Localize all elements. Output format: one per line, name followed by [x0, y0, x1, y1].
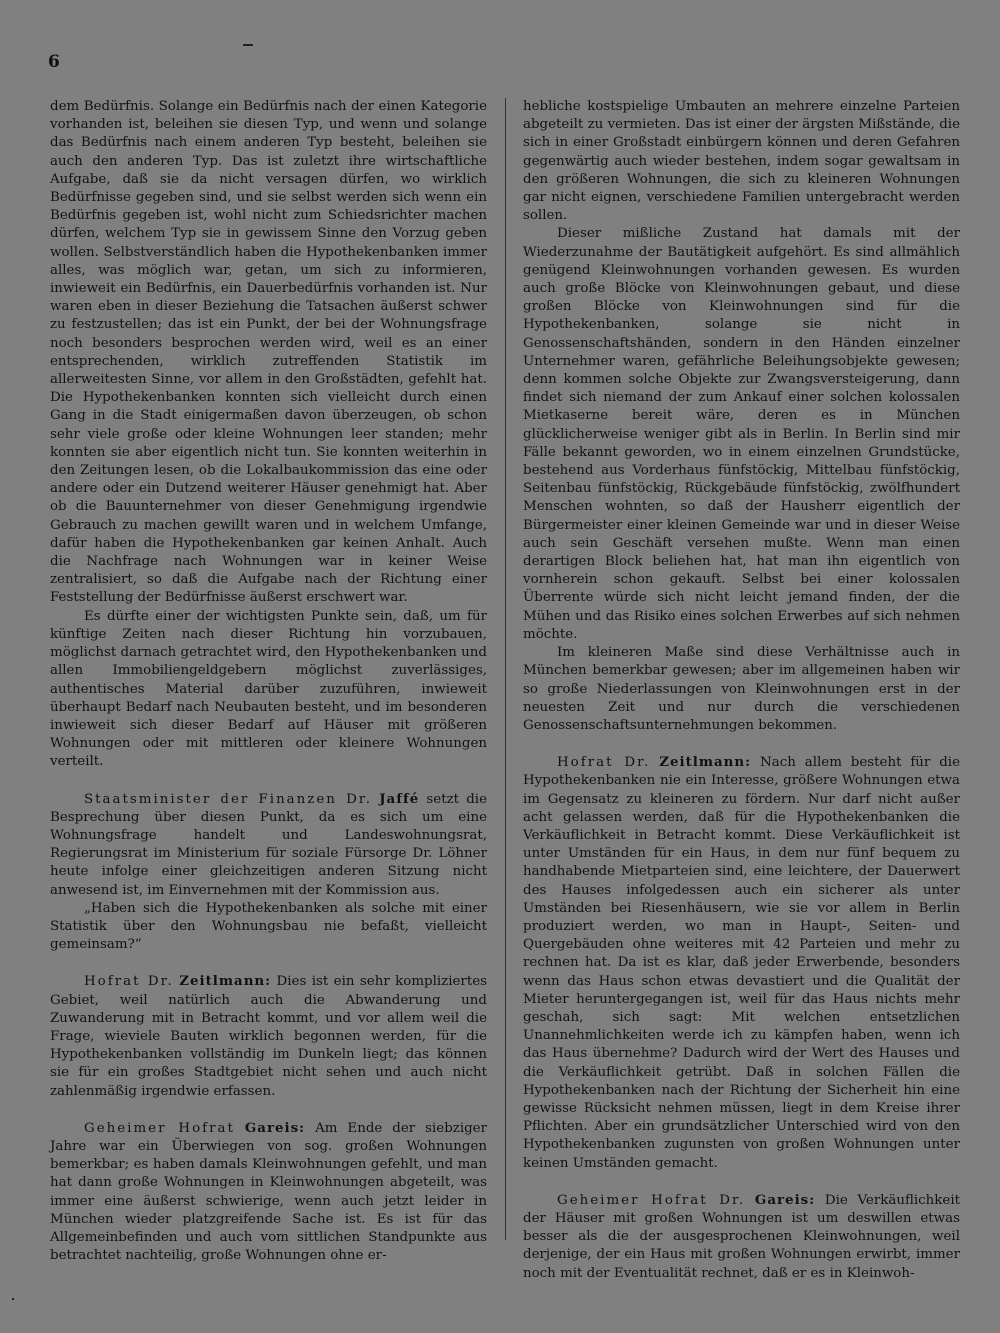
paragraph-speech [523, 753, 960, 1173]
scan-speck [12, 1298, 14, 1300]
speaker-title: Hofrat Dr. [84, 974, 174, 990]
speech-text: setzt die Besprechung über diesen Punkt, da es sich um eine Wohnungsfrage handelt und Landeswohnungsrat, Regierungsrat im Ministerium für soziale Fürsorge Dr. Löhner heute infolge einer gleichzeitigen anderen Sitzung nicht anwesend ist, im Einvernehmen mit der Kommission aus. [50, 791, 487, 898]
speech-text: Die Verkäuflichkeit der Häuser mit großen Wohnungen ist um deswillen etwas besser als die der ausgesprochenen Kleinwohnungen, weil derjenige, der ein Haus mit großen Wohnungen erwirbt, immer noch mit der Eventualität rechnet, daß er es in Kleinwoh- [523, 1192, 960, 1281]
speech-text: Nach allem besteht für die Hypothekenbanken nie ein Interesse, größere Wohnungen etwa im Gegensatz zu kleineren zu fördern. Nur darf nicht außer acht gelassen werden, daß für die Hypothekenbanken die Verkäuflichkeit in Betracht kommt. Diese Verkäuflichkeit ist unter Umständen für ein Haus, in dem nur fünf bequem zu handhabende Mietparteien sind, eine leichtere, der Dauerwert des Hauses infolgedessen auch ein sicherer als unter Umständen bei Riesenhäusern, wie sie vor allem in Berlin produziert werden, wo man in Haupt-, Seiten- und Quergebäuden ohne weiteres mit 42 Parteien und mehr zu rechnen hat. Da ist es klar, daß jeder Erwerbende, besonders wenn das Haus schon etwas devastiert und die Qualität der Mieter heruntergegangen ist, weil für das Haus nichts mehr geschah, sich sagt: Mit welchen entsetzlichen Unannehmlichkeiten werde ich zu kämpfen haben, wenn ich das Haus übernehme? Dadurch wird der Wert des Hauses und die Verkäuflichkeit getrübt. Daß in solchen Fällen die Hypothekenbanken nach der Richtung der Sicherheit hin eine gewisse Rücksicht nehmen müssen, liegt in dem Kreise ihrer Pflichten. Aber ein grundsätzlicher Unterschied wird von den Hypothekenbanken zugunsten von großen Wohnungen unter keinen Umständen gemacht. [523, 755, 961, 1171]
paragraph-speech [50, 790, 487, 900]
speech-text: Am Ende der siebziger Jahre war ein Überwiegen von sog. großen Wohnungen bemerkbar; es haben damals Kleinwohnungen gefehlt, und man hat dann große Wohnungen in Kleinwohnungen abgeteilt, was immer eine äußerst schwierige, wenn auch jetzt leider in München wieder platzgreifende Sache ist. Es ist für das Allgemeinbefinden und auch vom sittlichen Standpunkte aus betrachtet nachteilig, große Wohnungen ohne er- [50, 1120, 488, 1264]
speaker-name: Gareis: [244, 1119, 306, 1136]
paragraph-speech [523, 1191, 960, 1283]
speech-text: Dies ist ein sehr kompliziertes Gebiet, weil natürlich auch die Abwanderung und Zuwanderung mit in Betracht kommt, und vor allem weil die Frage, wieviele Bauten wirklich begonnen werden, für die Hypothekenbanken vollständig im Dunkeln liegt; das können sie für ein großes Stadtgebiet nicht sehen und auch nicht zahlenmäßig irgendwie erfassen. [50, 974, 487, 1099]
left-column [50, 98, 487, 1265]
speaker-name: Jaffé [379, 790, 420, 807]
column-divider [505, 98, 506, 1240]
print-mark [243, 44, 253, 46]
speaker-name: Zeitlmann: [659, 754, 752, 771]
speaker-title: Hofrat Dr. [557, 755, 651, 771]
paragraph: hebliche kostspielige Umbauten an mehrere einzelne Parteien abgeteilt zu vermieten. Das ist einer der ärgsten Mißstände, die sich in einer Großstadt einbürgern können und deren Gefahren gegenwärtig auch wieder bestehen, indem sogar gewaltsam in den größeren Wohnungen, die sich zu kleineren Wohnungen gar nicht eignen, verschiedene Familien untergebracht werden sollen. [523, 99, 960, 224]
speaker-name: Gareis: [754, 1191, 816, 1208]
speaker-title: Staatsminister der Finanzen Dr. [84, 791, 372, 807]
page-number: 6 [48, 52, 60, 72]
paragraph: Es dürfte einer der wichtigsten Punkte sein, daß, um für künftige Zeiten nach dieser Richtung hin vorzubauen, möglichst darnach getrachtet wird, den Hypothekenbanken und allen Immobiliengeldgebern möglichst zuverlässiges, authentisches Material darüber zuzuführen, inwieweit überhaupt Bedarf nach Neubauten besteht, und im besonderen inwieweit sich dieser Bedarf auf Häuser mit größeren Wohnungen oder mit mittleren oder kleinere Wohnungen verteilt. [50, 608, 487, 770]
paragraph-quote: „Haben sich die Hypothekenbanken als solche mit einer Statistik über den Wohnungsbau nie befaßt, vielleicht gemeinsam?“ [50, 900, 487, 953]
speaker-title: Geheimer Hofrat [84, 1120, 235, 1136]
paragraph-speech [50, 1119, 487, 1266]
paragraph-speech [50, 972, 487, 1100]
speaker-title: Geheimer Hofrat Dr. [557, 1192, 746, 1208]
right-column [523, 98, 960, 1283]
paragraph: Im kleineren Maße sind diese Verhältnisse auch in München bemerkbar gewesen; aber im allgemeinen haben wir so große Niederlassungen von Kleinwohnungen erst in der neuesten Zeit und nur durch die verschiedenen Genossenschaftsunternehmungen bekommen. [523, 645, 960, 733]
paragraph: dem Bedürfnis. Solange ein Bedürfnis nach der einen Kategorie vorhanden ist, beleihen sie diesen Typ, und wenn und solange das Bedürfnis nach einem anderen Typ besteht, beleihen sie auch den anderen Typ. Das ist zuletzt ihre wirtschaftliche Aufgabe, daß sie da nicht versagen dürfen, wo wirklich Bedürfnisse gegeben sind, und sie selbst werden sich wenn ein Bedürfnis gegeben ist, wohl nicht zum Schiedsrichter machen dürfen, welchem Typ sie in gewissem Sinne den Vorzug geben wollen. Selbstverständlich haben die Hypothekenbanken immer alles, was möglich war, getan, um sich zu informieren, inwieweit ein Bedürfnis, ein Dauerbedürfnis vorhanden ist. Nur waren eben in dieser Beziehung die Tatsachen äußerst schwer zu festzustellen; das ist ein Punkt, der bei der Wohnungsfrage noch besonders besprochen werden wird, weil es an einer entsprechenden, wirklich zutreffenden Statistik im allerweitesten Sinne, vor allem in den Großstädten, gefehlt hat. Die Hypothekenbanken konnten sich vielleicht durch einen Gang in die Stadt einigermaßen davon überzeugen, ob schon sehr viele große oder kleine Wohnungen leer standen; mehr konnten sie aber eigentlich nicht tun. Sie konnten weiterhin in den Zeitungen lesen, ob die Lokalbaukommission das eine oder andere oder ein Dutzend weiterer Häuser genehmigt hat. Aber ob die Bauunternehmer von dieser Genehmigung irgendwie Gebrauch zu machen gewillt waren und in welchem Umfange, dafür haben die Hypothekenbanken gar keinen Anhalt. Auch die Nachfrage nach Wohnungen war in keiner Weise zentralisiert, so daß die Aufgabe nach der Richtung einer Feststellung der Bedürfnisse äußerst erschwert war. [50, 99, 487, 606]
paragraph: Dieser mißliche Zustand hat damals mit der Wiederzunahme der Bautätigkeit aufgehört. Es sind allmählich genügend Kleinwohnungen vorhanden gewesen. Es wurden auch große Blöcke von Kleinwohnungen gebaut, und diese großen Blöcke von Kleinwohnungen sind für die Hypothekenbanken, solange sie nicht in Genossenschaftshänden, sondern in den Händen einzelner Unternehmer waren, gefährliche Beleihungsobjekte gewesen; denn kommen solche Objekte zur Zwangsversteigerung, dann findet sich niemand der zum Ankauf einer solchen kolossalen Mietkaserne bereit wäre, deren es in München glücklicherweise weniger gibt als in Berlin. In Berlin sind mir Fälle bekannt geworden, wo in einem einzelnen Grundstücke, bestehend aus Vorderhaus fünfstöckig, Mittelbau fünfstöckig, Seitenbau fünfstöckig, Rückgebäude fünfstöckig, zwölfhundert Menschen wohnten, so daß der Hausherr eigentlich der Bürgermeister einer kleinen Gemeinde war und in dieser Weise auch sein Geschäft versehen mußte. Wenn man einen derartigen Block beliehen hat, hat man ihn eigentlich von vornherein schon gekauft. Selbst bei einer kolossalen Überrente würde sich nicht leicht jemand finden, der die Mühen und das Risiko eines solchen Erwerbes auf sich nehmen möchte. [523, 226, 960, 642]
speaker-name: Zeitlmann: [179, 973, 272, 990]
